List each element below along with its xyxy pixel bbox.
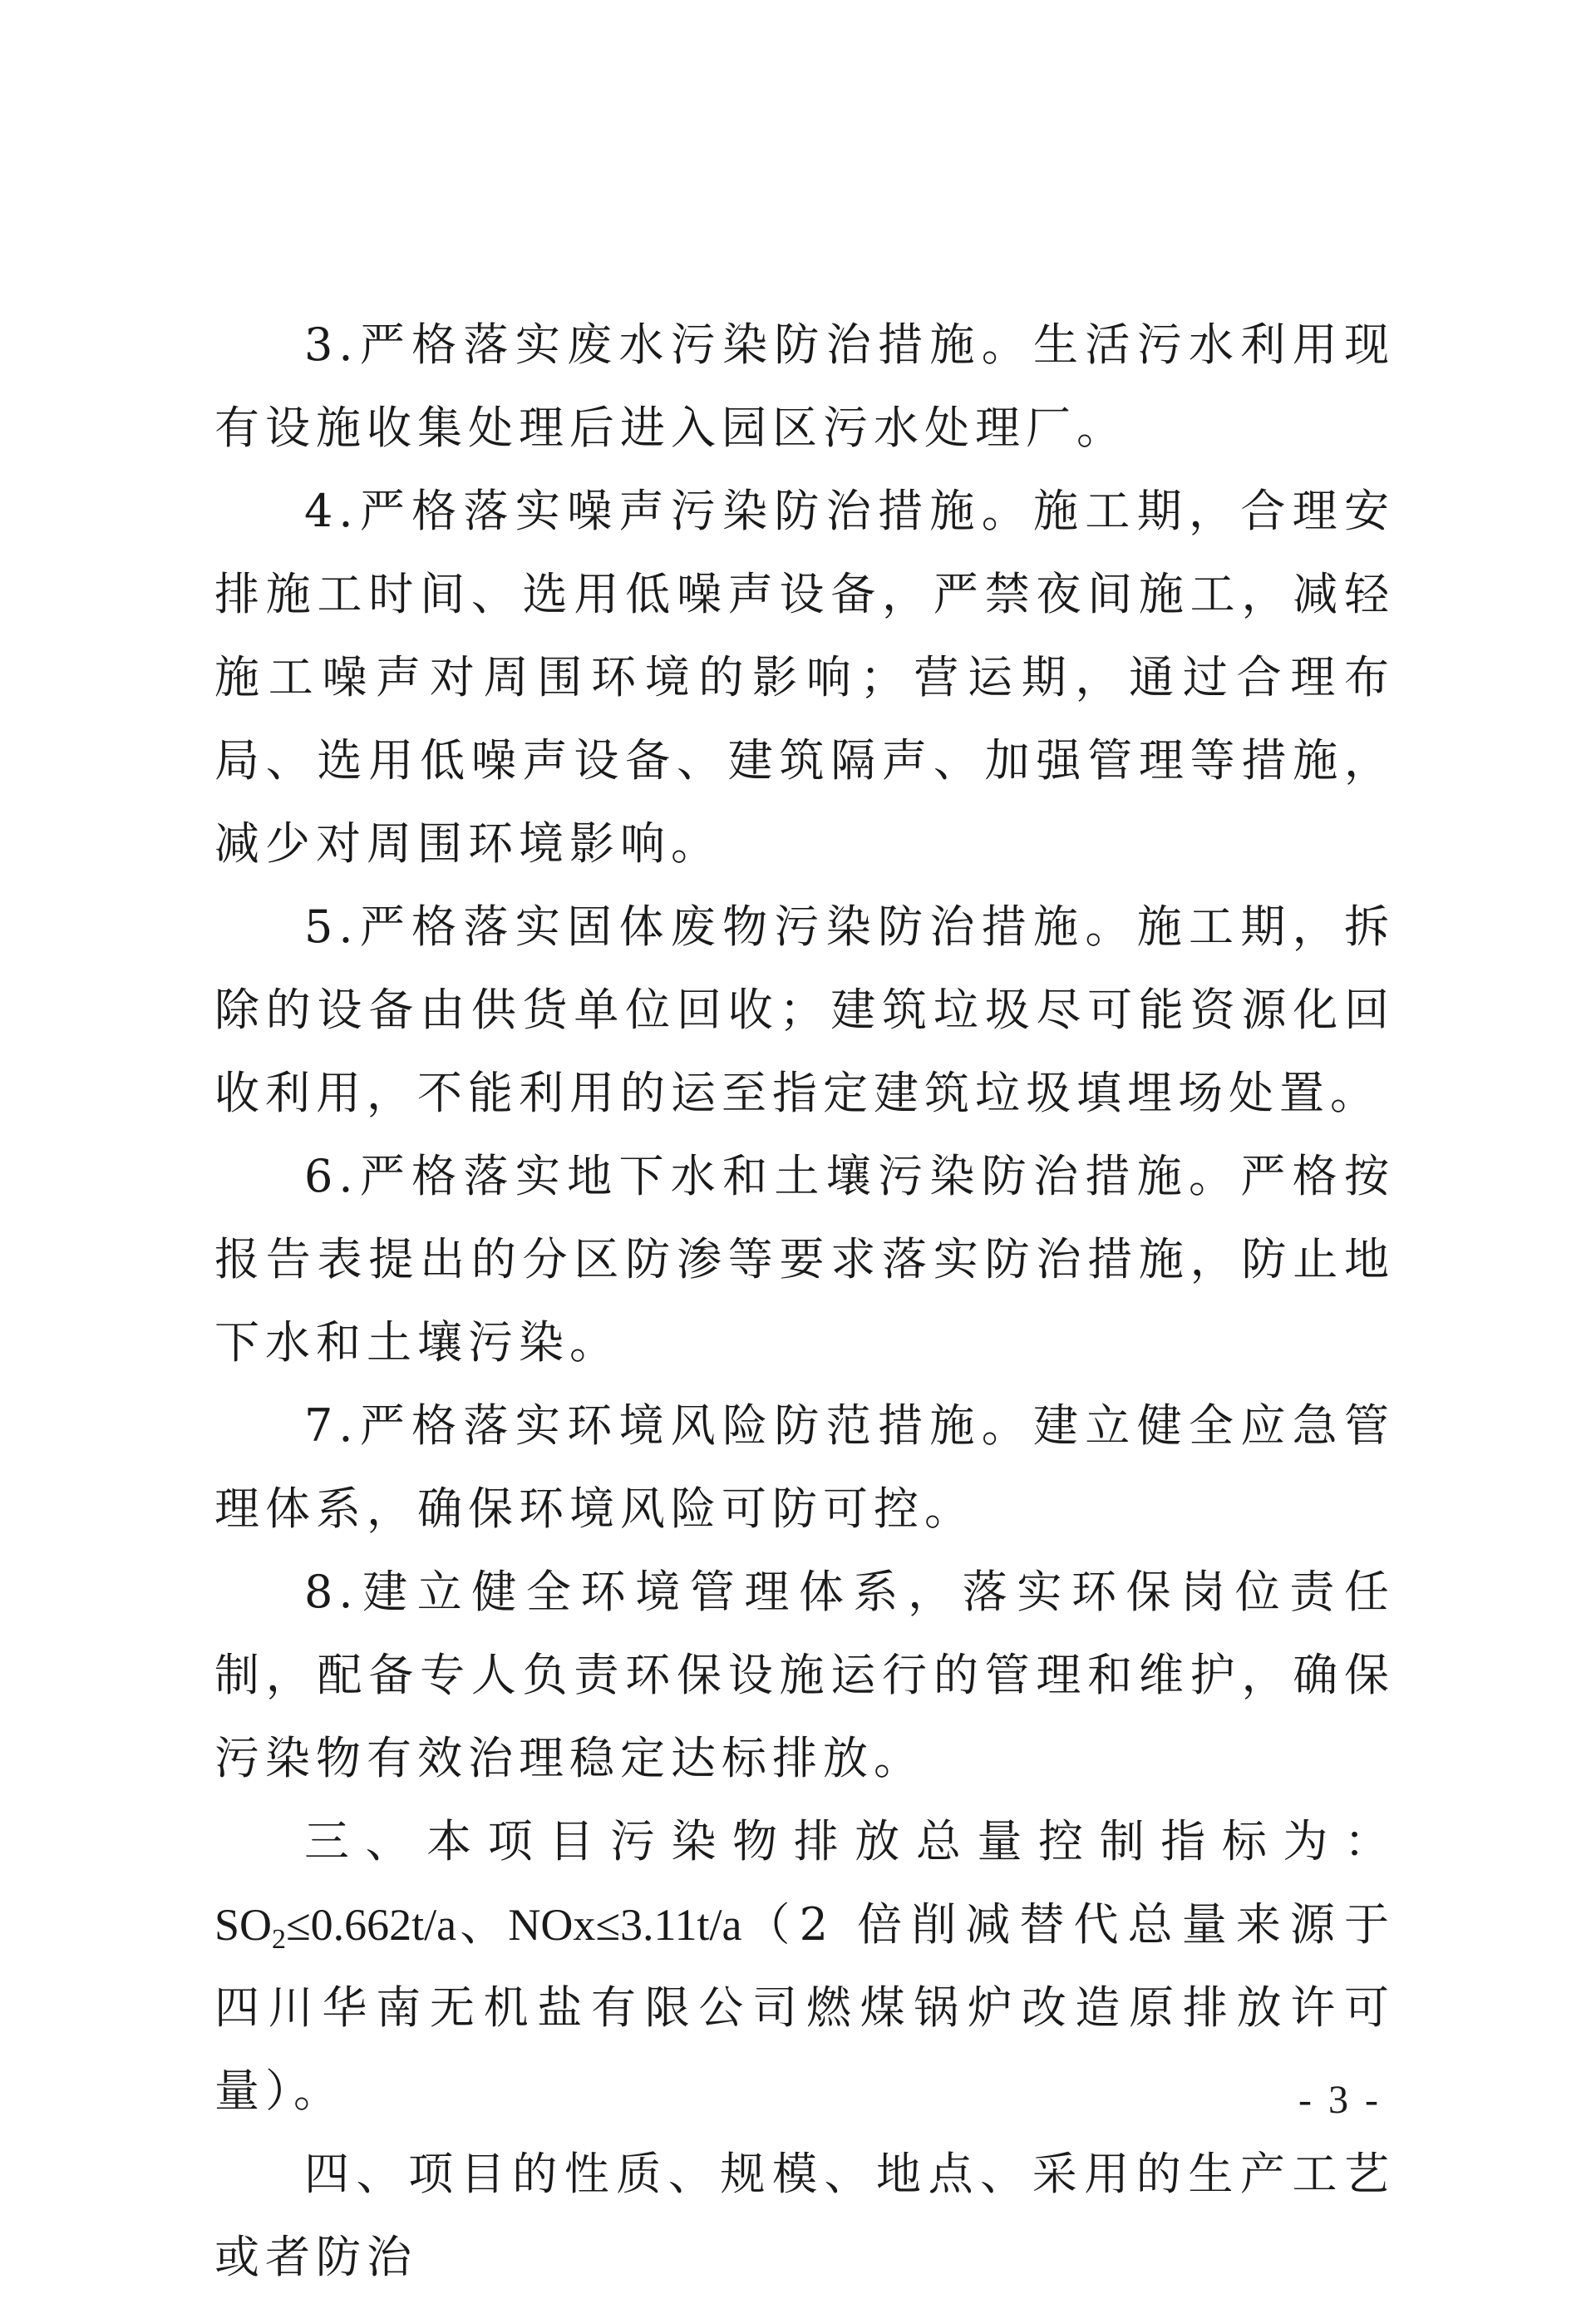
- paragraph-solid-waste-measures: 5.严格落实固体废物污染防治措施。施工期，拆除的设备由供货单位回收；建筑垃圾尽可能资源化回收利用，不能利用的运至指定建筑垃圾填埋场处置。: [214, 900, 1395, 1119]
- page-number: - 3 -: [1298, 2078, 1382, 2122]
- paragraph-environmental-management-system: 8.建立健全环境管理体系，落实环保岗位责任制，配备专人负责环保设施运行的管理和维护，确保污染物有效治理稳定达标排放。: [214, 1566, 1395, 1784]
- so2-symbol: SO: [214, 1900, 273, 1950]
- paragraph-section-four: 四、项目的性质、规模、地点、采用的生产工艺或者防治: [214, 2148, 1395, 2283]
- nox-limit: NOx≤3.11t/a: [508, 1900, 742, 1950]
- paragraph-emission-total-control: [214, 1800, 1395, 2133]
- so2-limit: ≤0.662t/a、: [286, 1900, 509, 1950]
- paragraph-groundwater-soil-measures: 6.严格落实地下水和土壤污染防治措施。严格按报告表提出的分区防渗等要求落实防治措施，防止地下水和土壤污染。: [214, 1150, 1395, 1369]
- document-body: [214, 303, 1395, 2299]
- so2-subscript: 2: [272, 1924, 287, 1955]
- paragraph-noise-measures: 4.严格落实噪声污染防治措施。施工期，合理安排施工时间、选用低噪声设备，严禁夜间施工，减轻施工噪声对周围环境的影响；营运期，通过合理布局、选用低噪声设备、建筑隔声、加强管理等措施，减少对周围环境影响。: [214, 485, 1395, 870]
- emission-control-suffix: （2 倍削减替代总量来源于四川华南无机盐有限公司燃煤锅炉改造原排放许可量）。: [214, 1898, 1395, 2117]
- emission-control-prefix: 三、本项目污染物排放总量控制指标为：: [304, 1815, 1395, 1867]
- paragraph-wastewater-measures: 3.严格落实废水污染防治措施。生活污水利用现有设施收集处理后进入园区污水处理厂。: [214, 318, 1395, 454]
- paragraph-environmental-risk-measures: 7.严格落实环境风险防范措施。建立健全应急管理体系，确保环境风险可防可控。: [214, 1399, 1395, 1535]
